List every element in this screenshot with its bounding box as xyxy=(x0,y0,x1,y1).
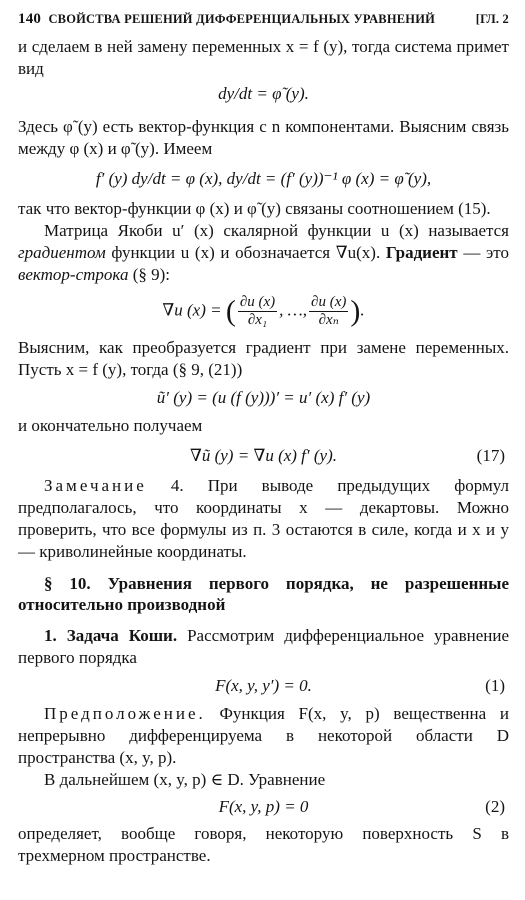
equation-2-number: (2) xyxy=(485,797,505,816)
assumption-label: Предположение. xyxy=(44,704,206,723)
paragraph-transform: Выясним, как преобразуется градиент при замене переменных. Пусть x = f (y), тогда (§ 9, (21)) xyxy=(18,338,509,379)
term-gradient: градиентом xyxy=(18,243,106,262)
equation-relation: f′ (y) dy/dt = φ (x), dy/dt = (f′ (y))⁻¹ φ (x) = φ̃ (y), xyxy=(95,169,432,188)
gradient-ellipsis: , …, xyxy=(279,300,308,320)
equation-1-number: (1) xyxy=(485,676,505,695)
gradient-label: Градиент xyxy=(385,243,458,262)
paragraph-finally: и окончательно получаем xyxy=(18,416,203,435)
paragraph-jacobi xyxy=(18,220,509,286)
subsection-title: 1. Задача Коши. xyxy=(44,626,178,645)
gradient-ref: (§ 9): xyxy=(128,265,170,284)
remark-label: Замечание xyxy=(44,476,147,495)
partial-denominator-n: ∂xₙ xyxy=(318,312,339,328)
remark-4 xyxy=(18,475,509,563)
partial-denominator-1: ∂x₁ xyxy=(247,312,268,328)
remark-text: 4. При выводе предыдущих формул предполагалось, что координаты x — декартовы. Можно проверить, что все формулы из п. 3 остаются в силе, когда и x и y — криволинейные координаты. xyxy=(18,476,509,561)
equation-17-number: (17) xyxy=(476,446,505,465)
gradient-lhs: ∇u (x) = xyxy=(162,300,222,320)
paragraph-substitution: и сделаем в ней замену переменных x = f (y), тогда система примет вид xyxy=(18,37,509,78)
running-title: СВОЙСТВА РЕШЕНИЙ ДИФФЕРЕНЦИАЛЬНЫХ УРАВНЕНИЙ xyxy=(48,12,436,26)
paragraph-vector-function: Здесь φ̃ (y) есть вектор-функция с n компонентами. Выясним связь между φ (x) и φ̃ (y). Имеем xyxy=(18,117,509,158)
equation-2-body: F(x, y, p) = 0 xyxy=(218,797,309,816)
gradient-text: — это xyxy=(457,243,509,262)
partial-numerator-1: ∂u (x) xyxy=(239,294,276,310)
section-heading: § 10. Уравнения первого порядка, не разрешенные относительно производной xyxy=(18,574,509,614)
partial-numerator-n: ∂u (x) xyxy=(311,294,347,310)
paragraph-cauchy xyxy=(18,625,509,669)
paragraph-assumption xyxy=(18,703,509,769)
equation-17-body: ∇ũ (y) = ∇u (x) f′ (y). xyxy=(189,446,337,465)
running-head xyxy=(18,8,509,30)
equation-2 xyxy=(18,796,509,818)
page-number: 140 xyxy=(18,11,42,27)
equation-17 xyxy=(18,445,509,467)
paragraph-surface: определяет, вообще говоря, некоторую поверхность S в трехмерном пространстве. xyxy=(18,824,509,865)
term-row-vector: вектор-строка xyxy=(18,265,129,284)
chapter-label: [ГЛ. 2 xyxy=(475,12,509,26)
paragraph-domain: В дальнейшем (x, y, p) ∈ D. Уравнение xyxy=(44,770,326,789)
gradient-period: . xyxy=(360,300,365,320)
equation-1 xyxy=(18,675,509,697)
assumption-text: Функция F(x, y, p) вещественна и непрерывно дифференцируема в некоторой области D пространства (x, y, p). xyxy=(18,704,509,767)
equation-system: dy/dt = φ̃ (y). xyxy=(218,84,309,103)
jacobi-text-b: функции u (x) и обозначается ∇u(x). xyxy=(105,243,381,262)
equation-chain-rule: ũ′ (y) = (u (f (y)))′ = u′ (x) f′ (y) xyxy=(156,388,371,407)
jacobi-text-a: Матрица Якоби u′ (x) скалярной функции u (x) называется xyxy=(44,221,509,240)
equation-gradient: ∇u (x) = ( $\frac{\partial u (x)}{\text{∂x₁}}$ , …, $\frac{\partial u (x)}{\text{∂xₙ}}$ ). xyxy=(162,294,365,328)
cauchy-text: Рассмотрим дифференциальное уравнение первого порядка xyxy=(18,626,510,667)
equation-1-body: F(x, y, y′) = 0. xyxy=(215,676,312,695)
paragraph-relation-15: так что вектор-функции φ (x) и φ̃ (y) связаны соотношением (15). xyxy=(18,199,491,218)
partial-fraction-n xyxy=(309,294,348,329)
partial-fraction-1 xyxy=(238,294,277,329)
